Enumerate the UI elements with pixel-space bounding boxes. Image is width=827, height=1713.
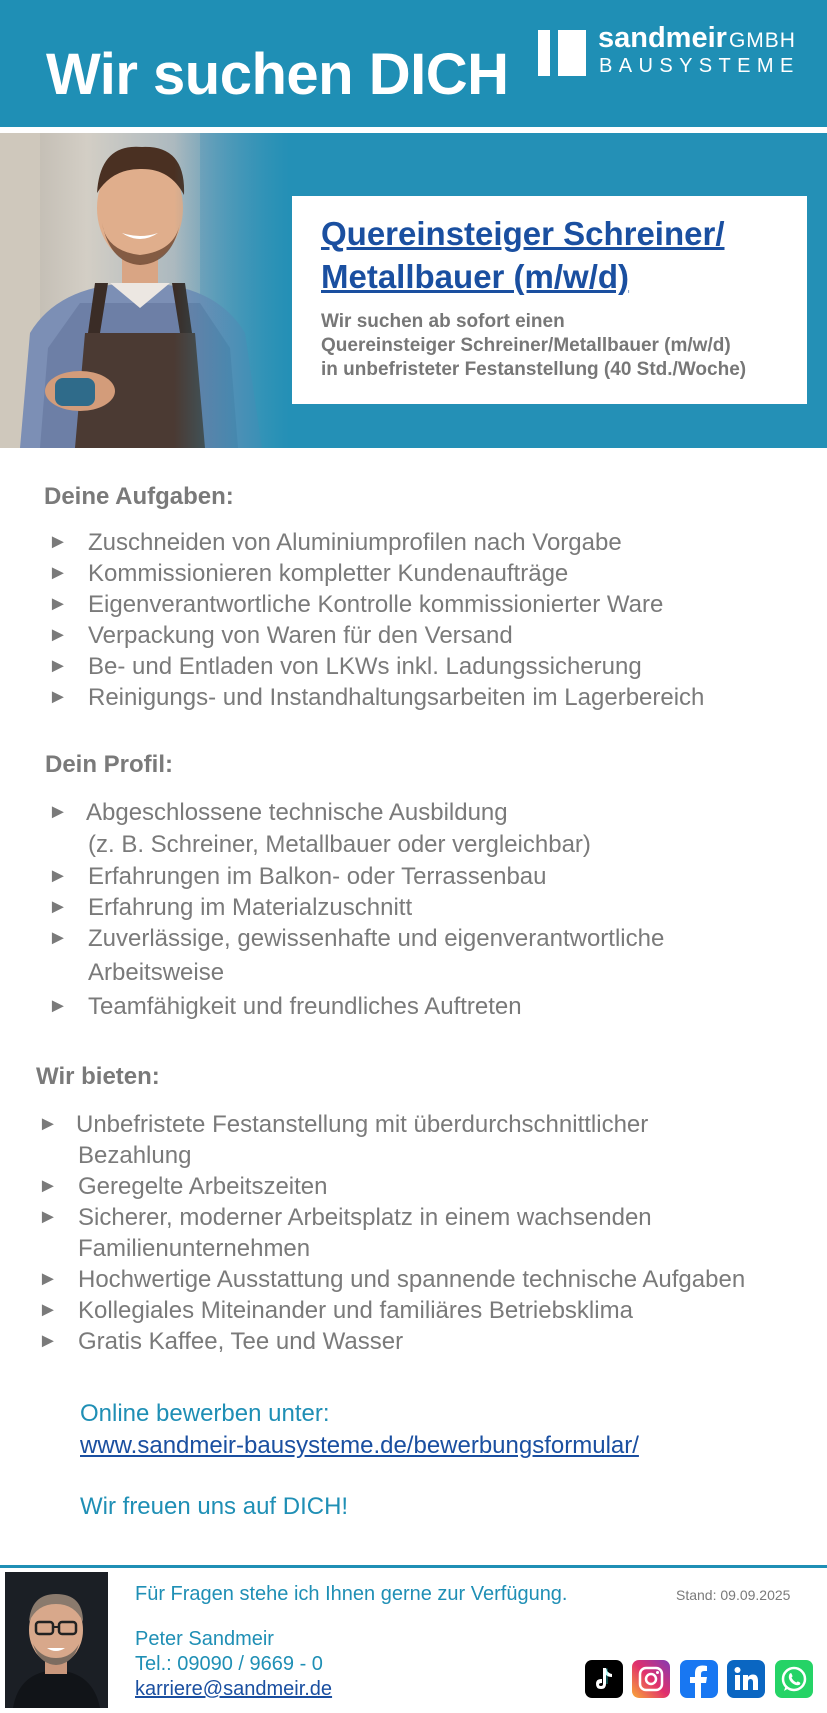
list-item — [38, 1202, 818, 1264]
aufgaben-list — [48, 527, 808, 713]
list-item — [38, 1295, 818, 1326]
list-item — [48, 892, 808, 923]
logo-name — [598, 22, 796, 55]
hero-banner — [0, 133, 827, 448]
list-item-text: Eigenverantwortliche Kontrolle kommissionierter Ware — [88, 591, 664, 618]
bullet-arrow-icon: ► — [48, 927, 68, 949]
list-item — [48, 589, 808, 620]
list-item-text-line2: Bezahlung — [78, 1142, 192, 1169]
list-item — [48, 558, 808, 589]
application-link[interactable]: www.sandmeir-bausysteme.de/bewerbungsformular/ — [80, 1432, 639, 1459]
page-title: Wir suchen DICH — [46, 42, 509, 107]
whatsapp-icon[interactable] — [775, 1660, 813, 1698]
tiktok-icon[interactable] — [585, 1660, 623, 1698]
linkedin-icon[interactable] — [727, 1660, 765, 1698]
contact-note: Für Fragen stehe ich Ihnen gerne zur Verfügung. — [135, 1583, 568, 1605]
bullet-arrow-icon: ► — [48, 593, 68, 615]
logo-mark-icon — [538, 30, 588, 76]
bullet-arrow-icon: ► — [48, 686, 68, 708]
list-item — [48, 923, 808, 991]
stand-date: Stand: 09.09.2025 — [676, 1587, 791, 1603]
logo-suffix: GMBH — [728, 29, 796, 52]
list-item-text: Unbefristete Festanstellung mit überdurchschnittlicher — [76, 1111, 649, 1138]
contact-name: Peter Sandmeir — [135, 1628, 274, 1650]
bullet-arrow-icon: ► — [38, 1113, 58, 1135]
list-item — [48, 682, 808, 713]
job-title-line2: Metallbauer (m/w/d) — [321, 258, 630, 295]
bieten-list — [38, 1109, 818, 1357]
list-item-text: Teamfähigkeit und freundliches Auftreten — [88, 993, 522, 1020]
closing-text: Wir freuen uns auf DICH! — [80, 1493, 349, 1520]
list-item-text: Hochwertige Ausstattung und spannende technische Aufgaben — [78, 1266, 746, 1293]
bullet-arrow-icon: ► — [48, 531, 68, 553]
list-item-text-line2: (z. B. Schreiner, Metallbauer oder vergleichbar) — [88, 831, 591, 858]
job-desc-line2: Quereinsteiger Schreiner/Metallbauer (m/w/d) — [321, 335, 731, 356]
list-item — [38, 1326, 818, 1357]
job-title-line1: Quereinsteiger Schreiner/ — [321, 215, 725, 252]
section-title-profil: Dein Profil: — [45, 751, 174, 778]
contact-avatar — [5, 1572, 108, 1708]
bullet-arrow-icon: ► — [38, 1299, 58, 1321]
list-item — [38, 1264, 818, 1295]
list-item-text: Sicherer, moderner Arbeitsplatz in einem wachsenden — [78, 1204, 652, 1231]
logo-subtitle: BAUSYSTEME — [599, 55, 800, 77]
list-item-text-line2: Arbeitsweise — [88, 959, 225, 986]
apply-label: Online bewerben unter: — [80, 1400, 330, 1427]
list-item — [48, 620, 808, 651]
profil-list — [48, 797, 808, 1022]
list-item-text: Verpackung von Waren für den Versand — [88, 622, 513, 649]
bullet-arrow-icon: ► — [48, 801, 68, 823]
section-title-aufgaben: Deine Aufgaben: — [44, 483, 234, 510]
list-item-text: Reinigungs- und Instandhaltungsarbeiten im Lagerbereich — [88, 684, 705, 711]
header-bar — [0, 0, 827, 127]
job-desc-line1: Wir suchen ab sofort einen — [321, 311, 565, 332]
list-item — [38, 1171, 818, 1202]
job-description — [321, 310, 801, 382]
list-item-text: Abgeschlossene technische Ausbildung — [86, 799, 508, 826]
facebook-icon[interactable] — [680, 1660, 718, 1698]
list-item — [48, 651, 808, 682]
bullet-arrow-icon: ► — [38, 1330, 58, 1352]
bullet-arrow-icon: ► — [48, 562, 68, 584]
bullet-arrow-icon: ► — [38, 1175, 58, 1197]
list-item-text: Geregelte Arbeitszeiten — [78, 1173, 328, 1200]
job-title[interactable] — [321, 212, 801, 298]
bullet-arrow-icon: ► — [48, 624, 68, 646]
list-item-text: Zuverlässige, gewissenhafte und eigenverantwortliche — [88, 925, 665, 952]
logo-name-text: sandmeir — [598, 22, 727, 54]
list-item — [48, 991, 808, 1022]
section-title-bieten: Wir bieten: — [36, 1063, 160, 1090]
list-item-text: Erfahrung im Materialzuschnitt — [88, 894, 413, 921]
worker-photo — [0, 133, 290, 448]
bullet-arrow-icon: ► — [48, 655, 68, 677]
list-item-text-line2: Familienunternehmen — [78, 1235, 311, 1262]
instagram-icon[interactable] — [632, 1660, 670, 1698]
contact-email-link[interactable]: karriere@sandmeir.de — [135, 1678, 333, 1700]
list-item-text: Erfahrungen im Balkon- oder Terrassenbau — [88, 863, 547, 890]
list-item — [38, 1109, 818, 1171]
bullet-arrow-icon: ► — [48, 896, 68, 918]
bullet-arrow-icon: ► — [38, 1206, 58, 1228]
list-item — [48, 861, 808, 892]
company-logo — [538, 22, 808, 78]
job-desc-line3: in unbefristeter Festanstellung (40 Std./Woche) — [321, 359, 747, 380]
list-item-text: Be- und Entladen von LKWs inkl. Ladungssicherung — [88, 653, 642, 680]
bullet-arrow-icon: ► — [48, 865, 68, 887]
job-title-box — [292, 196, 807, 404]
list-item-text: Gratis Kaffee, Tee und Wasser — [78, 1328, 404, 1355]
list-item-text: Kommissionieren kompletter Kundenaufträge — [88, 560, 569, 587]
list-item-text: Zuschneiden von Aluminiumprofilen nach Vorgabe — [88, 529, 622, 556]
footer-divider — [0, 1565, 827, 1568]
social-links — [585, 1660, 815, 1698]
list-item-text: Kollegiales Miteinander und familiäres Betriebsklima — [78, 1297, 633, 1324]
list-item — [48, 797, 808, 861]
bullet-arrow-icon: ► — [48, 995, 68, 1017]
bullet-arrow-icon: ► — [38, 1268, 58, 1290]
contact-phone: Tel.: 09090 / 9669 - 0 — [135, 1653, 323, 1675]
list-item — [48, 527, 808, 558]
